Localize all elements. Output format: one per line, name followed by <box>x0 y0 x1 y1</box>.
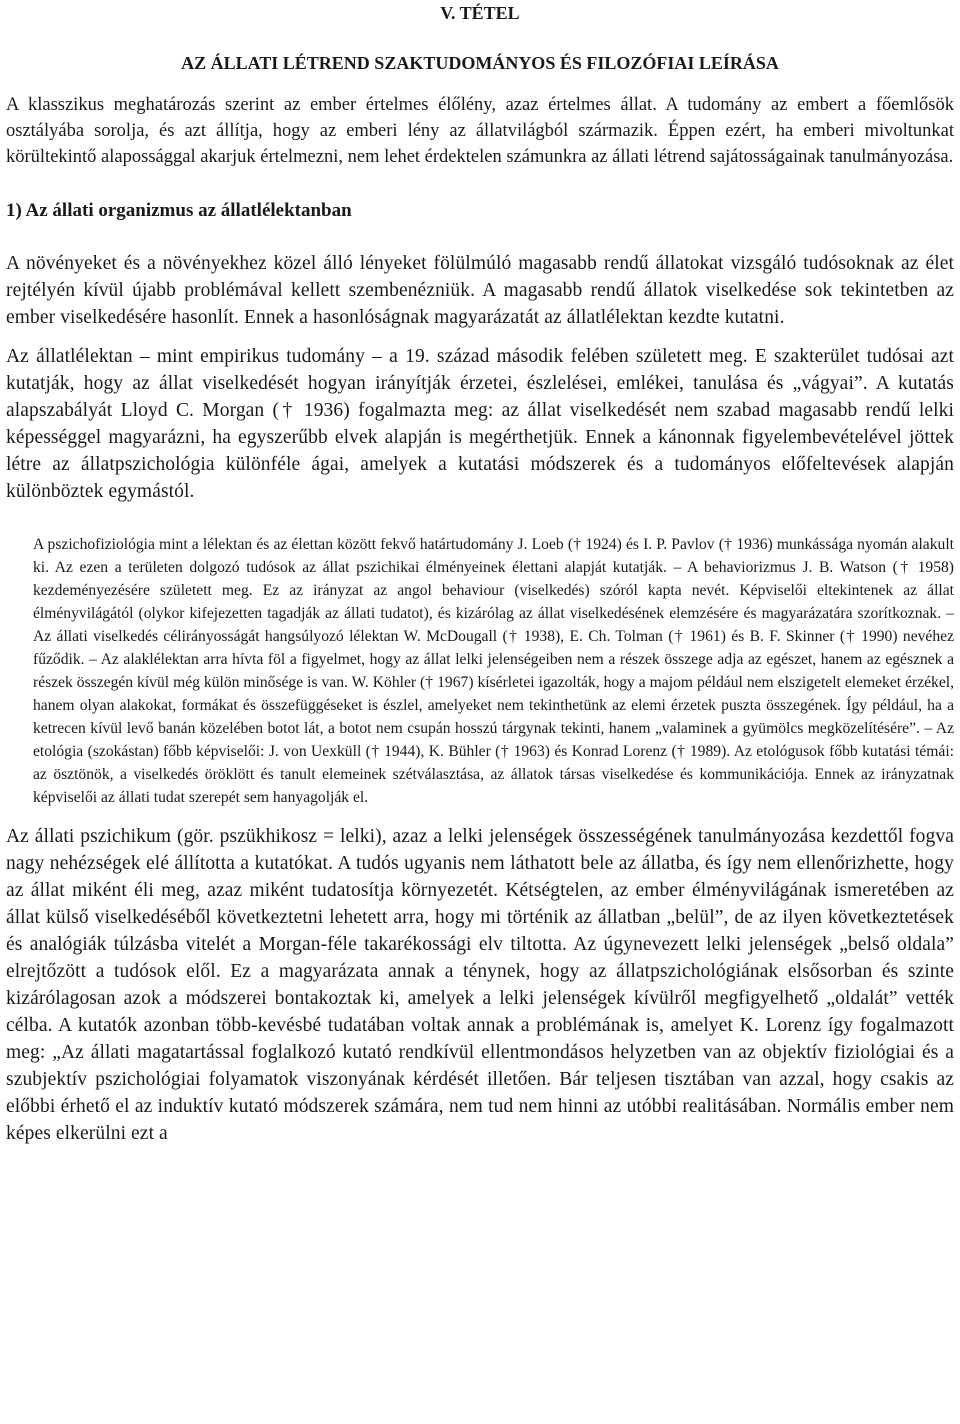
document-subtitle: AZ ÁLLATI LÉTREND SZAKTUDOMÁNYOS ÉS FILOZÓFIAI LEÍRÁSA <box>181 53 779 73</box>
section-paragraph-2: Az állatlélektan – mint empirikus tudomány – a 19. század második felében született meg. E szakterület tudósai azt kutatják, hogy az állat viselkedését hogyan irányítják érzetei, észlelései, emlékei, tanulása és „vágyai”. A kutatás alapszabályát Lloyd C. Morgan († 1936) fogalmazta meg: az állat viselkedését nem szabad magasabb rendű lelki képességgel magyarázni, ha egyszerűbb elvek alapján is megérthetjük. Ennek a kánonnak figyelembevételével jöttek létre az állatpszichológia különféle ágai, amelyek a kutatási módszerek és a tudományos előfeltevések alapján különböztek egymástól. <box>6 346 954 502</box>
section-heading: 1) Az állati organizmus az állatlélektanban <box>6 200 352 221</box>
document-title: V. TÉTEL <box>440 3 520 23</box>
intro-paragraph: A klasszikus meghatározás szerint az ember értelmes élőlény, azaz értelmes állat. A tudomány az embert a főemlősök osztályába sorolja, és azt állítja, hogy az emberi lény az állatvilágból származik. Éppen ezért, ha emberi mivoltunkat körültekintő alapossággal akarjuk értelmezni, nem lehet érdektelen számunkra az állati létrend sajátosságainak tanulmányozása. <box>6 95 954 167</box>
section-paragraph-1: A növényeket és a növényekhez közel álló lényeket fölülmúló magasabb rendű állatokat vizsgáló tudósoknak az élet rejtélyén kívül újabb problémával kellett szembenézniük. A magasabb rendű állatok viselkedése sok tekintetben az ember viselkedésére hasonlít. Ennek a hasonlóságnak magyarázatát az állatlélektan kezdte kutatni. <box>6 253 954 328</box>
section-paragraph-3: Az állati pszichikum (gör. pszükhikosz = lelki), azaz a lelki jelenségek összességének tanulmányozása kezdettől fogva nagy nehézségek elé állította a kutatókat. A tudós ugyanis nem láthatott bele az állatba, és így nem ellenőrizhette, hogy az állat miként éli meg, azaz miként tudatosítja környezetét. Kétségtelen, az ember élményvilágának ismeretében az állat külső viselkedéséből következtetni lehetett arra, hogy mi történik az állatban „belül”, de az ilyen következtetések és analógiák túlzásba vitelét a Morgan-féle takarékossági elv tiltotta. Az úgynevezett lelki jelenségek „belső oldala” elrejtőzött a tudósok elől. Ez a magyarázata annak a ténynek, hogy az állatpszichológiának elsősorban és szinte kizárólagosan azok a módszerei bontakoztak ki, amelyek a lelki jelenségek kívülről megfigyelhető „oldalát” vették célba. A kutatók azonban több-kevésbé tudatában voltak annak a problémának is, amelyet K. Lorenz így fogalmazott meg: „Az állati magatartással foglalkozó kutató rendkívül ellentmondásos helyzetben van az objektív fiziológiai és a szubjektív pszichológiai folyamatok viszonyának kérdését illetően. Bár teljesen tisztában van azzal, hogy csakis az előbbi érhető el az induktív kutató módszerek számára, nem tud nem hinni az utóbbi realitásában. Normális ember nem képes elkerülni ezt a <box>6 826 954 1144</box>
small-print-note: A pszichofiziológia mint a lélektan és az élettan között fekvő határtudomány J. Loeb († 1924) és I. P. Pavlov († 1936) munkássága nyomán alakult ki. Az ezen a területen dolgozó tudósok az állat pszichikai élményeinek élettani alapját kutatják. – A behaviorizmus J. B. Watson († 1958) kezdeményezésére született meg. Ez az irányzat az angol behaviour (viselkedés) szóról kapta nevét. Képviselői eltekintenek az állat élményvilágától (olykor kifejezetten tagadják az állati tudatot), és kizárólag az állat viselkedésének elemzésére és magyarázatára szorítkoznak. – Az állati viselkedés célirányosságát hangsúlyozó lélektan W. McDougall († 1938), E. Ch. Tolman († 1961) és B. F. Skinner († 1990) nevéhez fűződik. – Az alaklélektan arra hívta föl a figyelmet, hogy az állat lelki jelenségeiben nem a részek összege adja az egészet, hanem az egésznek a részek összegén kívül még külön minősége is van. W. Köhler († 1967) kísérletei igazolták, hogy a majom például nem elszigetelt elemeket érzékel, hanem olyan alakokat, formákat és összefüggéseket is észlel, amelyeket nem tekinthetünk az elemi érzetek puszta összegének. Így például, ha a ketrecen kívül levő banán közelében botot lát, a botot nem csupán hosszú tárgynak tekinti, hanem „valaminek a gyümölcs megközelítésére”. – Az etológia (szokástan) főbb képviselői: J. von Uexküll († 1944), K. Bühler († 1963) és Konrad Lorenz († 1989). Az etológusok főbb kutatási témái: az ösztönök, a viselkedés öröklött és tanult elemeinek szétválasztása, az állatok társas viselkedése és kommunikációja. Ennek az irányzatnak képviselői az állati tudat szerepét sem hanyagolják el. <box>33 536 954 806</box>
